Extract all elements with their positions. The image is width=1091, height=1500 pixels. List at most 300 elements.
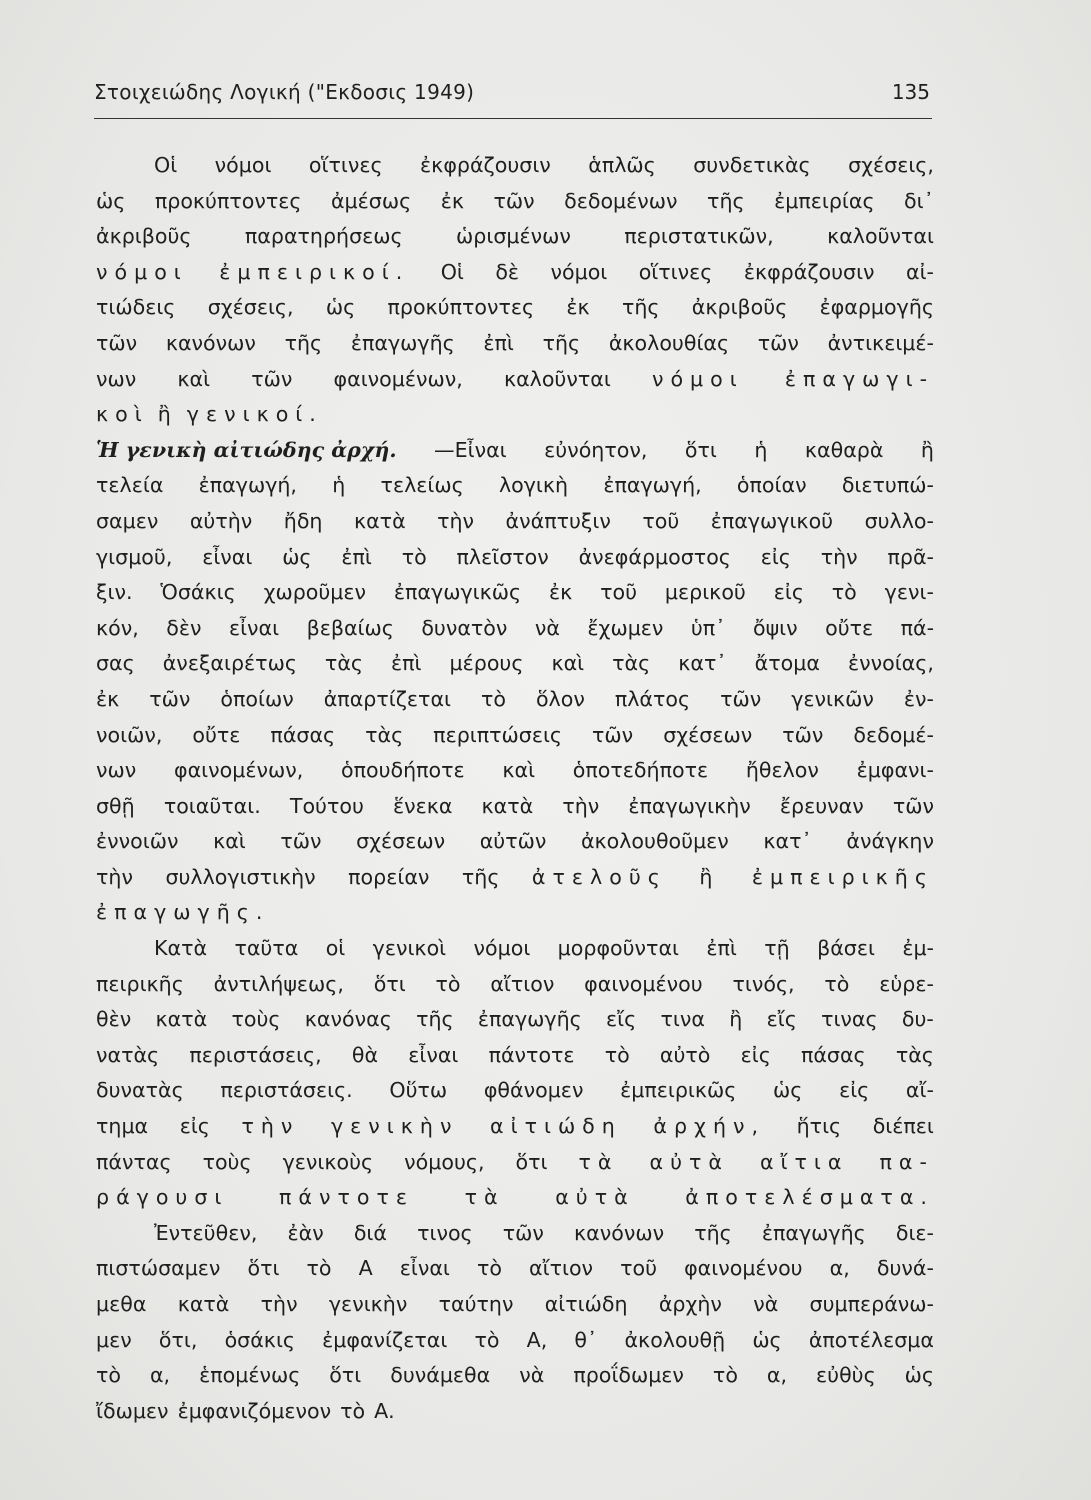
word: κατὰ [481,793,534,818]
word: τῶν [592,722,634,747]
word: ἐὰν [287,1220,324,1245]
word: προκύπτοντες [154,188,302,213]
word: τῆς [621,295,660,320]
word: α, [766,1363,788,1388]
word: ὅτι [515,1149,548,1174]
word: γενι- [884,580,934,605]
word: νόμοι [473,936,531,961]
text-line [96,931,934,967]
word: ὄψιν [752,615,798,640]
word: περιστατικῶν, [624,224,774,249]
word: τῶν [892,793,934,818]
word: φαινομένων, [173,758,304,783]
word: δυνά- [876,1256,934,1281]
word: σθῇ [96,793,135,818]
word: σχέσεις, [848,153,934,177]
body-text [96,148,934,1429]
text-line [96,860,934,896]
word: κατὰ [155,1007,208,1032]
word: τὰς [895,1042,934,1067]
word: δὲν [166,615,202,640]
word: πλάτος [614,686,691,711]
word: καὶ [502,758,536,783]
text-line [96,1394,934,1430]
word: πάντοτε [278,1185,414,1210]
word: ἢ [920,437,934,462]
word: τὸ [340,1398,366,1423]
word: ὡς [325,295,356,320]
word: τὸ [306,1256,332,1281]
word: βάσει [817,936,875,961]
word: ἔρευναν [779,793,864,818]
word: τῆς [694,1220,732,1245]
word: τὸ [604,1042,630,1067]
word: —Εἶναι [434,437,507,462]
word: μεθα [96,1292,147,1316]
word: ὁποίαν [736,473,807,498]
text-line [96,1251,934,1287]
word: ἐπαγωγικὴν [628,793,751,818]
word: τοιαῦται. [163,793,261,818]
word: πλεῖστον [456,544,549,569]
word: ἐμφανι- [856,758,934,783]
word: συνδετικὰς [693,153,811,177]
word: ἀκριβοῦς [96,224,192,249]
word: αἴτιον [490,971,555,996]
word: συλλο- [864,508,934,533]
word: αἰτιώδη [490,1114,622,1139]
word: βεβαίως [306,615,394,640]
word: ὅτι [684,437,717,462]
word: ἀντιλήψεως, [213,971,344,996]
running-title: Στοιχειώδης Λογική ("Εκδοσις 1949) [94,80,475,104]
word: πά- [900,615,934,640]
word: εὐνόητον, [544,437,648,462]
word: κανόνων [574,1220,665,1245]
word: κανόνας [304,1007,392,1032]
word: γενικὴν [328,1292,408,1316]
word: πρᾶ- [887,544,934,569]
word: ὡς [904,1363,934,1388]
word: τελείως [380,473,464,498]
word: μερικοῦ [664,580,746,605]
word: γενικοὺς [282,1149,374,1174]
word: παρατηρήσεως [244,224,403,249]
word: φαινομένου [684,1256,803,1281]
word: αὐτὸ [659,1042,711,1067]
word: περιστάσεις. [220,1078,353,1103]
text-line [96,1216,934,1252]
word: τῶν [493,188,535,213]
word: τὰς [612,651,651,676]
text-line [96,1002,934,1038]
word: συμπεράνω- [809,1292,934,1316]
word: ἀκριβοῦς [691,295,788,320]
word: ἀκολουθίας [608,330,730,355]
word: ἐμπειρικῶς [620,1078,737,1103]
word: ἄτομα [754,651,820,676]
word: πειρικῆς [96,971,184,996]
word: τὸ [435,971,461,996]
word: ὡς [773,1078,803,1103]
word: ἐμφανίζεται [322,1327,448,1352]
word: Οἱ [154,153,178,177]
word: δυ- [901,1007,934,1032]
word: ὁποτεδήποτε [572,758,709,783]
word: καθαρὰ [804,437,884,462]
word: Κατὰ [154,936,208,961]
word: ἀρχήν, [653,1114,766,1139]
word: φθάνομεν [483,1078,584,1103]
word: τὸ [96,1363,121,1388]
word: ἐπαγωγι- [784,366,934,391]
word: ράγουσι [96,1185,229,1210]
word: αἰ- [906,259,934,284]
word: πα- [879,1149,934,1174]
word: τὰ [464,1185,505,1210]
word: τὰς [324,651,363,676]
text-line [96,1073,934,1109]
text-line [96,148,934,184]
text-line [96,1038,934,1074]
word: πάσας [800,1042,866,1067]
word: τινος [417,1220,473,1245]
word: τιώδεις [96,295,176,320]
text-line [96,255,934,291]
word: ὅτι [247,1256,280,1281]
word: τὸ [401,544,427,569]
word: οὔτε [825,615,874,640]
word: εἴς [766,1007,797,1032]
word: κατὰ [177,1292,230,1316]
word: ἀνάγκην [846,829,934,854]
word: αὐτῶν [479,829,547,854]
word: νόμοι [651,366,744,391]
word: νὰ [534,615,560,640]
word: Ἐντεῦθεν, [154,1220,258,1245]
word: μορφοῦνται [557,936,679,961]
word: Ὁσάκις [160,580,236,605]
word: λογικὴ [498,473,569,498]
word: καὶ [213,829,246,854]
word: δι᾽ [904,188,934,213]
word: ἐπὶ [483,330,514,355]
text-line [96,718,934,754]
word: τὴν [241,1114,300,1139]
word: ἢ [699,864,720,889]
word: εἴς [606,1007,637,1032]
word: καλοῦνται [503,366,611,391]
word: ἐννοιῶν [96,829,179,854]
word: τὴν [437,508,475,533]
word: ἐκφράζουσιν [743,259,875,284]
word: ἐμπειρικοί. [219,259,410,284]
text-line [96,326,934,362]
word: αὐτὰ [649,1149,729,1174]
word: ἀνάπτυξιν [505,508,611,533]
word: περιστάσεις, [189,1042,322,1067]
word: τοῦ [620,1256,658,1281]
word: ἐπαγωγικῶς [393,580,522,605]
word: αἴτια [759,1149,849,1174]
word: Α, [526,1327,548,1352]
word: γενικοί. [186,402,323,427]
word: νων [96,758,137,783]
text-line [96,753,934,789]
word: ἔχωμεν [587,615,664,640]
page-header [94,78,932,119]
word: τὸ [474,1327,500,1352]
word: ἐπαγωγή, [198,473,297,498]
word: ἐπὶ [706,936,737,961]
word: ἐπαγωγικοῦ [710,508,834,533]
word: ἡ [754,437,768,462]
word: φαινομένου [584,971,703,996]
word: σαμεν [96,508,159,533]
word: ὅτι, [158,1327,198,1352]
word: ἐκ [96,686,120,711]
word: εἶναι [228,615,280,640]
word: Α [358,1256,373,1281]
word: ξιν. [96,580,133,605]
word: ἐπαγωγή, [603,473,702,498]
word: τῶν [96,330,138,355]
word: διά [353,1220,387,1245]
word: οὔτε [192,722,241,747]
word: τὰ [578,1149,619,1174]
word: αὐτὴν [189,508,253,533]
word: τὸ [824,971,850,996]
text-line [96,468,934,504]
word: κατ᾽ [763,829,812,854]
word: τινός, [732,971,795,996]
word: ἐμ- [902,936,934,961]
text-line [96,362,934,398]
text-line [96,1180,934,1216]
word: νοιῶν, [96,722,163,747]
word: θ᾽ [574,1327,598,1352]
word: εἰς [760,544,791,569]
word: τῆς [707,188,745,213]
word: δὲ [495,259,520,284]
word: σχέσεων [663,722,753,747]
word: πάντας [96,1149,172,1174]
word: Ἡ γενικὴ αἰτιώδης ἀρχή. [96,437,397,462]
word: ἀνεξαιρέτως [162,651,297,676]
word: ἐπὶ [341,544,372,569]
word: πάσας [270,722,336,747]
word: τὴν [562,793,600,818]
word: ἐκ [440,188,464,213]
word: περιπτώσεις [433,722,563,747]
text-line [96,397,934,433]
word: ἀποτελέσματα. [685,1185,934,1210]
word: χωροῦμεν [263,580,367,605]
word: ἐκ [548,580,573,605]
word: τοῦ [642,508,680,533]
word: νόμοι [214,153,272,177]
word: αἰτιώδη [544,1292,628,1316]
word: νόμοι [96,259,188,284]
word: νόμοι [550,259,608,284]
word: θὲν [96,1007,132,1032]
word: τῶν [149,686,191,711]
word: εὐθὺς [816,1363,876,1388]
word: μέρους [449,651,524,676]
word: αἴτιον [529,1256,594,1281]
word: ταῦτα [234,936,299,961]
word: ἐπαγωγῆς [761,1220,866,1245]
word: τῶν [757,330,799,355]
word: ἐμπειρίας [774,188,875,213]
text-line [96,646,934,682]
word: γενικῶν [791,686,874,711]
word: ἀρχὴν [658,1292,722,1316]
word: προΐδωμεν [573,1363,684,1388]
word: αὐτὰ [555,1185,635,1210]
word: ἐμφανιζόμενον [177,1398,332,1423]
word: τὸ [831,580,857,605]
word: τὴν [260,1292,298,1316]
word: ἀποτέλεσμα [808,1327,934,1352]
word: διε- [895,1220,934,1245]
word: τὸ [480,686,506,711]
word: διετυπώ- [841,473,934,498]
word: συλλογιστικὴν [165,864,316,889]
word: ὡς [752,1327,782,1352]
word: ὑπ᾽ [690,615,726,640]
word: ἐπαγωγῆς. [96,900,270,925]
word: τὰς [365,722,404,747]
word: τῶν [720,686,762,711]
word: πορείαν [348,864,430,889]
word: τὸ [476,1256,502,1281]
word: τὴν [96,864,133,889]
word: ἀπαρτίζεται [323,686,451,711]
word: δυνατὰς [96,1078,184,1103]
word: ἢ [729,1007,743,1032]
word: ἐφαρμογῆς [819,295,934,320]
word: ἐπὶ [391,651,422,676]
word: διέπει [872,1114,934,1139]
word: Α. [374,1398,395,1423]
word: δεδομένων [564,188,678,213]
word: ἐμπειρικῆς [751,864,934,889]
word: ὁποίων [220,686,294,711]
text-line [96,1323,934,1359]
word: ὁσάκις [224,1327,295,1352]
word: εἶναι [202,544,253,569]
word: τοῦ [600,580,638,605]
word: τοὺς [231,1007,281,1032]
word: τῇ [764,936,790,961]
word: ἕνεκα [392,793,453,818]
text-line [96,824,934,860]
text-line [96,682,934,718]
word: γισμοῦ, [96,544,173,569]
word: ὡς [282,544,312,569]
word: οἵτινες [638,259,713,284]
text-line [96,1287,934,1323]
word: ὡρισμένων [456,224,571,249]
word: Οἱ [440,259,464,284]
word: τῶν [502,1220,544,1245]
word: νὰ [753,1292,779,1316]
word: σχέσεις, [207,295,294,320]
word: εἰς [179,1114,210,1139]
word: καὶ [551,651,585,676]
word: εὑρε- [879,971,934,996]
word: νόμους, [404,1149,485,1174]
word: νατὰς [96,1042,160,1067]
word: εἶναι [399,1256,450,1281]
word: τῆς [461,864,500,889]
word: ἤθελον [745,758,819,783]
word: τὴν [820,544,858,569]
word: ἀκολουθῇ [624,1327,726,1352]
word: κοὶ [96,402,149,427]
word: καὶ [177,366,211,391]
word: ἐκφράζουσιν [420,153,551,177]
word: τινας [821,1007,878,1032]
word: ἁπλῶς [588,153,656,177]
text-line [96,575,934,611]
word: τῆς [284,330,323,355]
word: τοὺς [202,1149,252,1174]
text-line [96,611,934,647]
word: νὰ [519,1363,545,1388]
word: μεν [96,1327,132,1352]
word: ἀνεφάρμοστος [578,544,731,569]
text-line [96,895,934,931]
word: ὅλον [535,686,585,711]
word: ἀτελοῦς [531,864,667,889]
word: ὅτι [329,1363,362,1388]
text-line [96,504,934,540]
word: εἰς [740,1042,771,1067]
word: ὅτι [373,971,406,996]
text-line [96,789,934,825]
word: οἵτινες [308,153,383,177]
word: κανόνων [165,330,256,355]
word: ταύτην [438,1292,514,1316]
word: ἐπαγωγῆς [477,1007,582,1032]
word: τῶν [782,722,824,747]
word: πάντοτε [488,1042,575,1067]
text-line [96,1358,934,1394]
word: α, [829,1256,850,1281]
word: τῶν [280,829,322,854]
word: ἐκ [566,295,590,320]
word: ἀμέσως [330,188,412,213]
word: ἑπομένως [199,1363,301,1388]
word: πιστώσαμεν [96,1256,221,1281]
word: Τούτου [289,793,364,818]
word: εἰς [839,1078,870,1103]
word: α, [149,1363,171,1388]
text-line [96,184,934,220]
word: ἐν- [903,686,934,711]
word: νων [96,366,137,391]
word: ἐπαγωγῆς [350,330,455,355]
word: ἥτις [796,1114,842,1139]
word: τημα [96,1114,149,1139]
word: Οὕτω [389,1078,448,1103]
word: τῆς [416,1007,454,1032]
word: ἢ [157,402,178,427]
word: οἱ [325,936,346,961]
word: δεδομέ- [853,722,934,747]
